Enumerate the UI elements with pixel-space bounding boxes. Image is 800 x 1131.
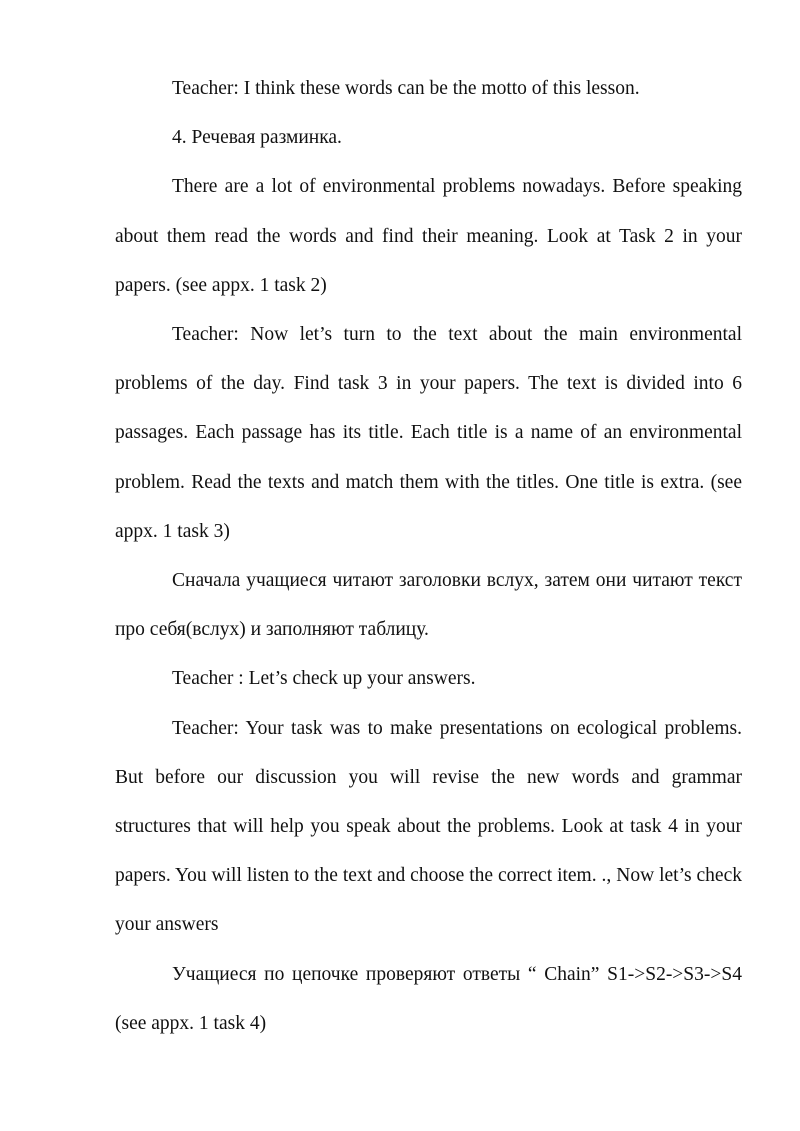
paragraph-warmup-heading: 4. Речевая разминка. [172,127,342,149]
paragraph-chain-check: Учащиеся по цепочке проверяют ответы “ Chain” S1->S2->S3->S4 (see appx. 1 task 4) [115,963,742,1034]
paragraph-task-4: Teacher: Your task was to make presentations on ecological problems. But before our discussion you will revise the new words and grammar structures that will help you speak about the problems. Look at task 4 in your papers. You will listen to the text and choose the correct item. ., Now let’s check your answers [115,717,742,936]
paragraph-check-answers: Teacher : Let’s check up your answers. [172,668,476,690]
paragraph-task-3: Teacher: Now let’s turn to the text about the main environmental problems of the day. Find task 3 in your papers. The text is divided into 6 passages. Each passage has its title. Each title is a name of an environmental problem. Read the texts and match them with the titles. One title is extra. (see appx. 1 task 3) [115,324,742,542]
paragraph-task-2: There are a lot of environmental problems nowadays. Before speaking about them read the words and find their meaning. Look at Task 2 in your papers. (see appx. 1 task 2) [115,176,742,296]
paragraph-motto: Teacher: I think these words can be the motto of this lesson. [172,78,640,99]
document-body [115,64,742,1048]
paragraph-reading-instructions: Сначала учащиеся читают заголовки вслух, затем они читают текст про себя(вслух) и заполняют таблицу. [115,570,742,641]
